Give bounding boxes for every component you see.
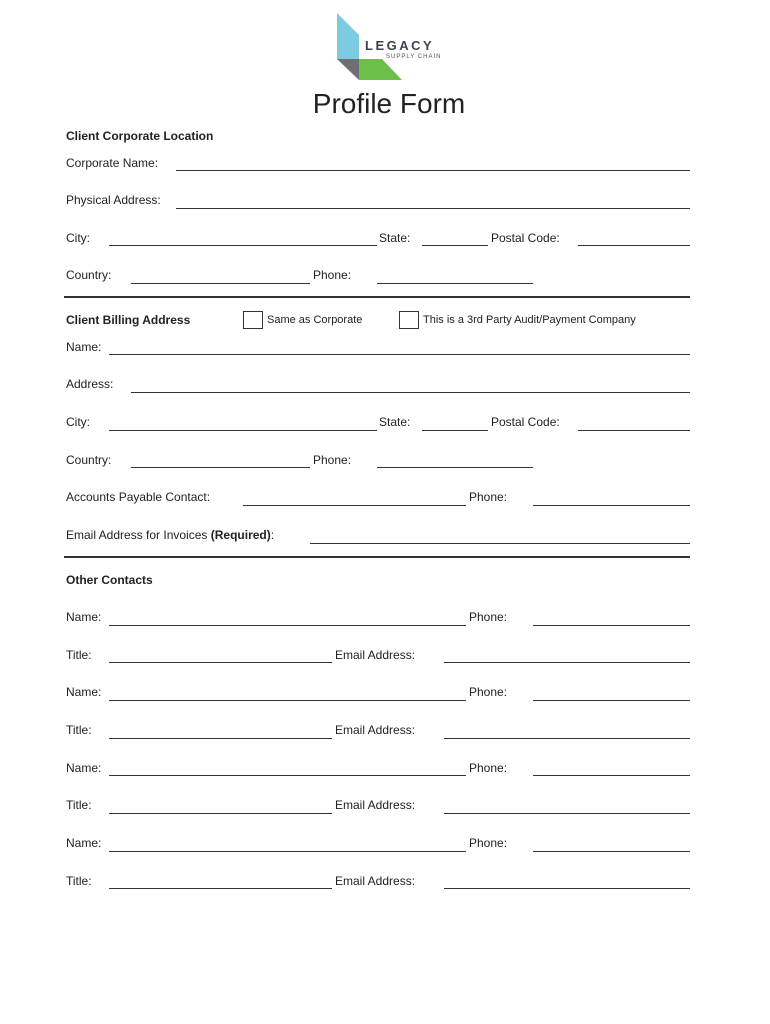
accounts-payable-label: Accounts Payable Contact: bbox=[66, 490, 211, 504]
contact-title-label: Title: bbox=[66, 874, 92, 888]
section-divider bbox=[64, 556, 690, 558]
corporate-country-label: Country: bbox=[66, 268, 112, 282]
corporate-phone-field[interactable] bbox=[377, 283, 533, 284]
contact-name-field[interactable] bbox=[109, 851, 466, 852]
contact-title-field[interactable] bbox=[109, 888, 332, 889]
invoice-email-colon: : bbox=[270, 528, 275, 542]
billing-address-field[interactable] bbox=[131, 392, 690, 393]
third-party-label: This is a 3rd Party Audit/Payment Company bbox=[423, 314, 636, 326]
contact-title-label: Title: bbox=[66, 723, 92, 737]
contact-name-label: Name: bbox=[66, 685, 102, 699]
contact-phone-field[interactable] bbox=[533, 700, 690, 701]
contact-email-label: Email Address: bbox=[335, 874, 416, 888]
contact-title-field[interactable] bbox=[109, 813, 332, 814]
accounts-payable-phone-label: Phone: bbox=[469, 490, 508, 504]
billing-name-label: Name: bbox=[66, 340, 102, 354]
billing-state-label: State: bbox=[379, 415, 411, 429]
billing-state-field[interactable] bbox=[422, 430, 488, 431]
contact-email-field[interactable] bbox=[444, 738, 690, 739]
contact-title-field[interactable] bbox=[109, 738, 332, 739]
same-as-corporate-checkbox[interactable] bbox=[243, 311, 263, 329]
contact-name-field[interactable] bbox=[109, 700, 466, 701]
section-divider bbox=[64, 296, 690, 298]
accounts-payable-phone-field[interactable] bbox=[533, 505, 690, 506]
invoice-email-field[interactable] bbox=[310, 543, 690, 544]
billing-section-heading: Client Billing Address bbox=[66, 313, 191, 327]
billing-phone-field[interactable] bbox=[377, 467, 533, 468]
logo-tagline-text: SUPPLY CHAIN bbox=[386, 54, 442, 60]
corporate-postal-field[interactable] bbox=[578, 245, 690, 246]
third-party-checkbox[interactable] bbox=[399, 311, 419, 329]
contact-email-field[interactable] bbox=[444, 813, 690, 814]
contact-name-label: Name: bbox=[66, 761, 102, 775]
contact-name-label: Name: bbox=[66, 836, 102, 850]
contact-phone-label: Phone: bbox=[469, 761, 508, 775]
contact-phone-field[interactable] bbox=[533, 625, 690, 626]
page-title: Profile Form bbox=[312, 88, 466, 119]
contact-name-field[interactable] bbox=[109, 625, 466, 626]
contact-name-field[interactable] bbox=[109, 775, 466, 776]
billing-country-field[interactable] bbox=[131, 467, 310, 468]
corporate-country-field[interactable] bbox=[131, 283, 310, 284]
contact-title-label: Title: bbox=[66, 648, 92, 662]
physical-address-label: Physical Address: bbox=[66, 193, 161, 207]
contact-phone-label: Phone: bbox=[469, 610, 508, 624]
contact-title-field[interactable] bbox=[109, 662, 332, 663]
billing-name-field[interactable] bbox=[109, 354, 690, 355]
accounts-payable-field[interactable] bbox=[243, 505, 466, 506]
contacts-section-heading: Other Contacts bbox=[66, 573, 153, 587]
corporate-city-label: City: bbox=[66, 231, 90, 245]
billing-country-label: Country: bbox=[66, 453, 112, 467]
contact-phone-field[interactable] bbox=[533, 851, 690, 852]
invoice-email-label-text: Email Address for Invoices bbox=[66, 528, 208, 542]
contact-email-field[interactable] bbox=[444, 888, 690, 889]
contact-phone-label: Phone: bbox=[469, 685, 508, 699]
corporate-postal-label: Postal Code: bbox=[491, 231, 560, 245]
required-marker: (Required) bbox=[210, 528, 271, 542]
corporate-state-label: State: bbox=[379, 231, 411, 245]
corporate-name-field[interactable] bbox=[176, 170, 690, 171]
contact-phone-field[interactable] bbox=[533, 775, 690, 776]
contact-email-label: Email Address: bbox=[335, 723, 416, 737]
billing-city-field[interactable] bbox=[109, 430, 377, 431]
contact-title-label: Title: bbox=[66, 798, 92, 812]
billing-city-label: City: bbox=[66, 415, 90, 429]
contact-phone-label: Phone: bbox=[469, 836, 508, 850]
logo-brand-text: LEGACY bbox=[365, 38, 435, 53]
contact-email-label: Email Address: bbox=[335, 648, 416, 662]
corporate-city-field[interactable] bbox=[109, 245, 377, 246]
physical-address-field[interactable] bbox=[176, 208, 690, 209]
corporate-section-heading: Client Corporate Location bbox=[66, 129, 214, 143]
invoice-email-label bbox=[66, 528, 274, 542]
corporate-name-label: Corporate Name: bbox=[66, 156, 159, 170]
corporate-phone-label: Phone: bbox=[313, 268, 352, 282]
billing-postal-label: Postal Code: bbox=[491, 415, 560, 429]
corporate-state-field[interactable] bbox=[422, 245, 488, 246]
billing-address-label: Address: bbox=[66, 377, 114, 391]
contact-name-label: Name: bbox=[66, 610, 102, 624]
billing-phone-label: Phone: bbox=[313, 453, 352, 467]
contact-email-field[interactable] bbox=[444, 662, 690, 663]
billing-postal-field[interactable] bbox=[578, 430, 690, 431]
same-as-corporate-label: Same as Corporate bbox=[267, 314, 363, 326]
contact-email-label: Email Address: bbox=[335, 798, 416, 812]
